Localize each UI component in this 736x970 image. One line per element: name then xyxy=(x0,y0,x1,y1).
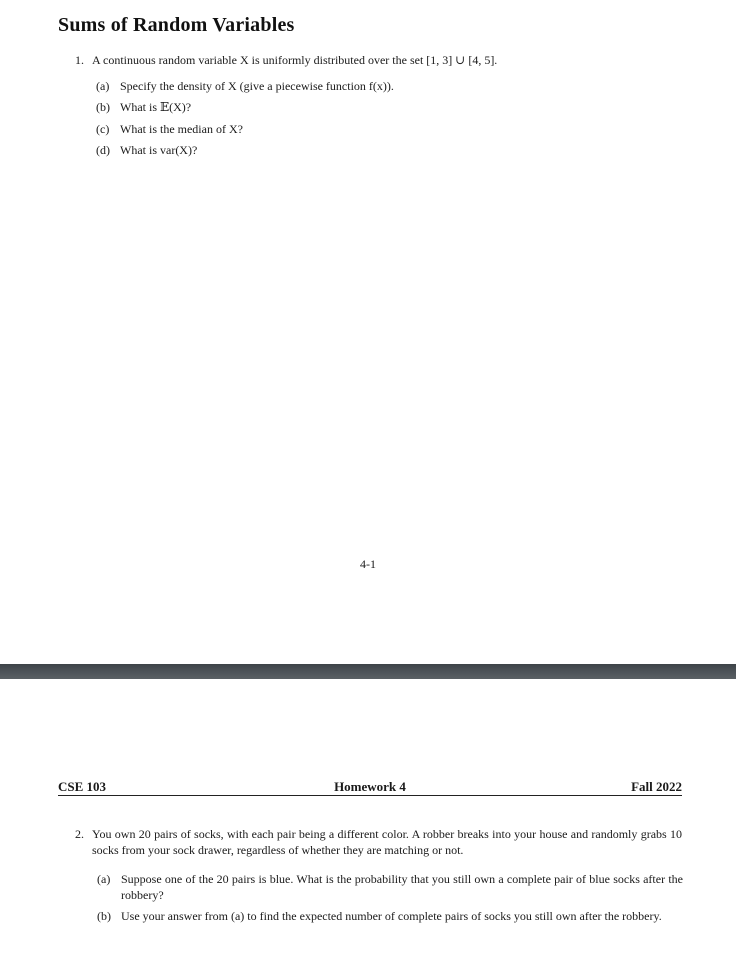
problem-number: 2. xyxy=(75,827,84,841)
problem-number: 1. xyxy=(75,53,84,67)
problem-2-part-a xyxy=(97,871,683,903)
part-label: (a) xyxy=(97,872,111,886)
header-rule xyxy=(58,795,682,796)
part-text: Use your answer from (a) to find the expected number of complete pairs of socks you still own after the robbery. xyxy=(121,909,662,923)
page-separator xyxy=(0,664,736,679)
problem-1-part-d xyxy=(96,142,656,158)
part-label: (d) xyxy=(96,143,110,157)
part-label: (c) xyxy=(96,122,110,136)
part-text: What is the median of X? xyxy=(120,122,243,136)
problem-1-part-c xyxy=(96,121,656,137)
part-text: Specify the density of X (give a piecewise function f(x)). xyxy=(120,79,394,93)
part-text: What is 𝔼(X)? xyxy=(120,100,192,114)
part-label: (b) xyxy=(97,909,111,923)
header-left: CSE 103 xyxy=(58,779,107,794)
header-right: Fall 2022 xyxy=(631,779,682,794)
section-title: Sums of Random Variables xyxy=(58,14,295,36)
problem-1-part-b xyxy=(96,99,656,115)
pdf-page-2 xyxy=(0,679,736,970)
part-text: What is var(X)? xyxy=(120,143,198,157)
header-center: Homework 4 xyxy=(334,779,406,794)
page-number: 4-1 xyxy=(360,557,376,571)
page-header xyxy=(58,779,682,795)
part-label: (a) xyxy=(96,79,110,93)
part-label: (b) xyxy=(96,100,110,114)
problem-1-part-a xyxy=(96,78,656,94)
problem-2 xyxy=(75,826,683,858)
part-text: Suppose one of the 20 pairs is blue. What is the probability that you still own a complete pair of blue socks after the robbery? xyxy=(121,872,683,902)
problem-2-part-b xyxy=(97,908,683,940)
problem-statement: A continuous random variable X is uniformly distributed over the set [1, 3] ∪ [4, 5]. xyxy=(92,53,498,67)
problem-1 xyxy=(75,52,635,68)
problem-statement: You own 20 pairs of socks, with each pair being a different color. A robber breaks into your house and randomly grabs 10 socks from your sock drawer, regardless of whether they are matching or not. xyxy=(92,827,682,857)
